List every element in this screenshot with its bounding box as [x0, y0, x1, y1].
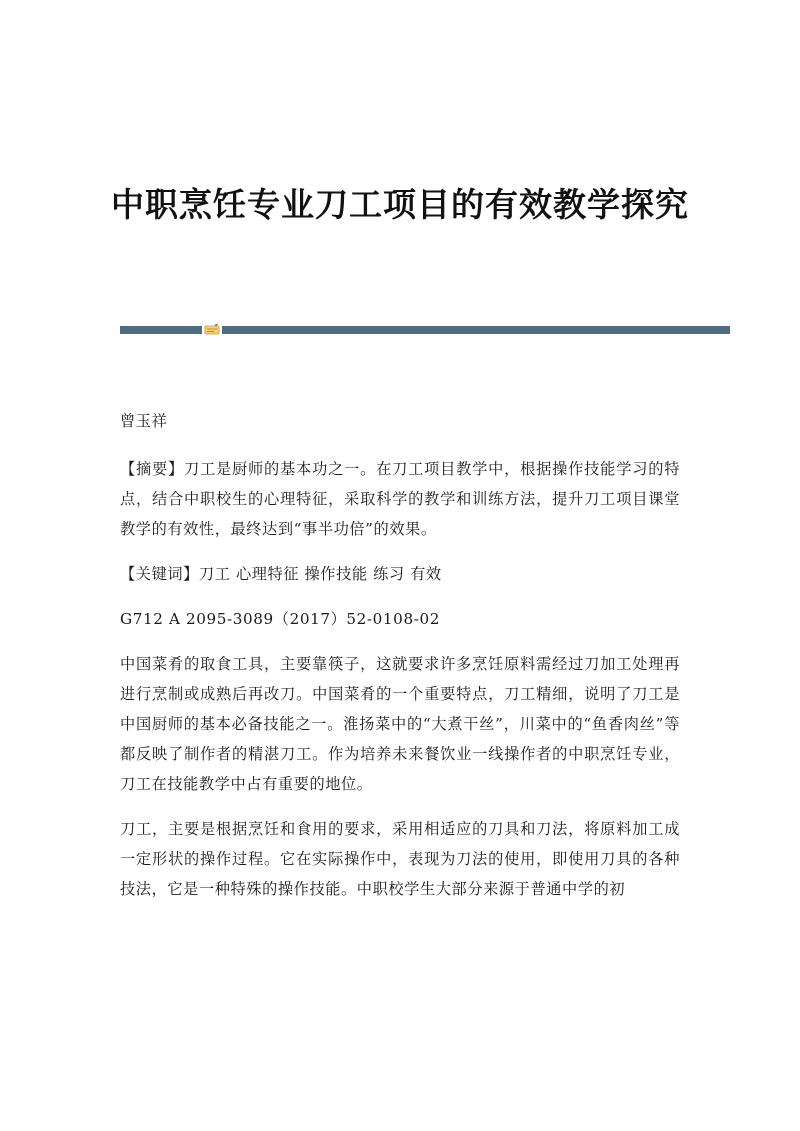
- divider-left-segment: [120, 326, 202, 334]
- classification-line: G712 A 2095-3089（2017）52-0108-02: [120, 610, 440, 628]
- abstract-paragraph: 【摘要】刀工是厨师的基本功之一。在刀工项目教学中，根据操作技能学习的特点，结合中职校生的心理特征，采取科学的教学和训练方法，提升刀工项目课堂教学的有效性，最终达到“事半功倍”的效果。: [120, 460, 680, 538]
- document-body: [120, 406, 680, 904]
- keywords-line: 【关键词】刀工 心理特征 操作技能 练习 有效: [120, 565, 442, 583]
- author-name: 曾玉祥: [120, 412, 168, 430]
- document-title: 中职烹饪专业刀工项目的有效教学探究: [111, 185, 689, 224]
- body-paragraph: 刀工，主要是根据烹饪和食用的要求，采用相适应的刀具和刀法，将原料加工成一定形状的操作过程。它在实际操作中，表现为刀法的使用，即使用刀具的各种技法，它是一种特殊的操作技能。中职校学生大部分来源于普通中学的初: [120, 820, 680, 898]
- divider-right-segment: [222, 326, 730, 334]
- body-paragraph: 中国菜肴的取食工具，主要靠筷子，这就要求许多烹饪原料需经过刀加工处理再进行烹制或成熟后再改刀。中国菜肴的一个重要特点，刀工精细，说明了刀工是中国厨师的基本必备技能之一。淮扬菜中的“大煮干丝”，川菜中的“鱼香肉丝”等都反映了制作者的精湛刀工。作为培养未来餐饮业一线操作者的中职烹饪专业，刀工在技能教学中占有重要的地位。: [120, 655, 680, 793]
- pen-icon: [204, 323, 220, 336]
- title-divider: [120, 326, 730, 334]
